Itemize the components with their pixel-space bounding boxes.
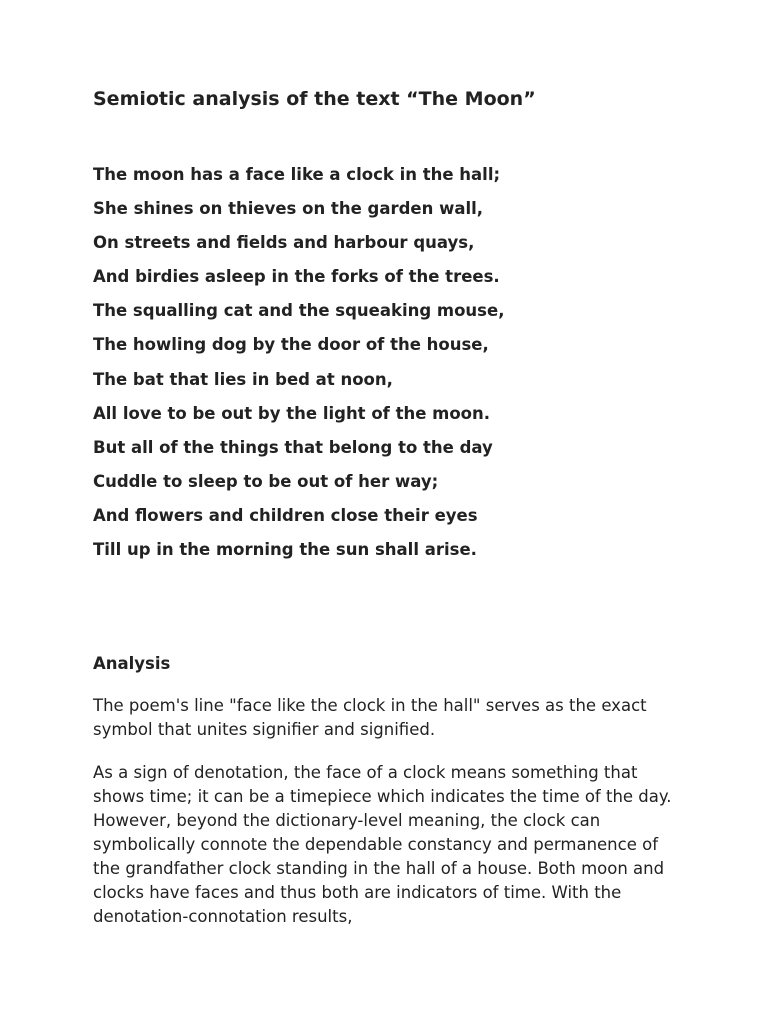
analysis-heading: Analysis <box>93 654 171 673</box>
poem-line: All love to be out by the light of the moon. <box>93 403 491 423</box>
document-title: Semiotic analysis of the text “The Moon” <box>93 88 536 110</box>
poem <box>93 164 504 573</box>
poem-line: The moon has a face like a clock in the hall; <box>93 165 501 184</box>
poem-line: Cuddle to sleep to be out of her way; <box>93 471 439 491</box>
poem-line: And birdies asleep in the forks of the trees. <box>93 267 500 287</box>
poem-line: She shines on thieves on the garden wall, <box>93 199 484 219</box>
poem-line: The squalling cat and the squeaking mouse, <box>93 301 505 321</box>
poem-line: The bat that lies in bed at noon, <box>93 369 393 389</box>
poem-line: But all of the things that belong to the day <box>93 437 493 457</box>
poem-line: Till up in the morning the sun shall arise. <box>93 540 477 560</box>
analysis-paragraph: As a sign of denotation, the face of a clock means something that shows time; it can be a timepiece which indicates the time of the day. However, beyond the dictionary-level meaning, the clock can symbolically connote the dependable constancy and permanence of the grandfather clock standing in the hall of a house. Both moon and clocks have faces and thus both are indicators of time. With the denotation-connotation results, <box>93 763 672 926</box>
poem-line: And flowers and children close their eyes <box>93 505 478 525</box>
poem-line: On streets and fields and harbour quays, <box>93 233 475 253</box>
poem-line: The howling dog by the door of the house, <box>93 335 489 355</box>
analysis-paragraph: The poem's line "face like the clock in the hall" serves as the exact symbol that unites signifier and signified. <box>93 696 647 739</box>
